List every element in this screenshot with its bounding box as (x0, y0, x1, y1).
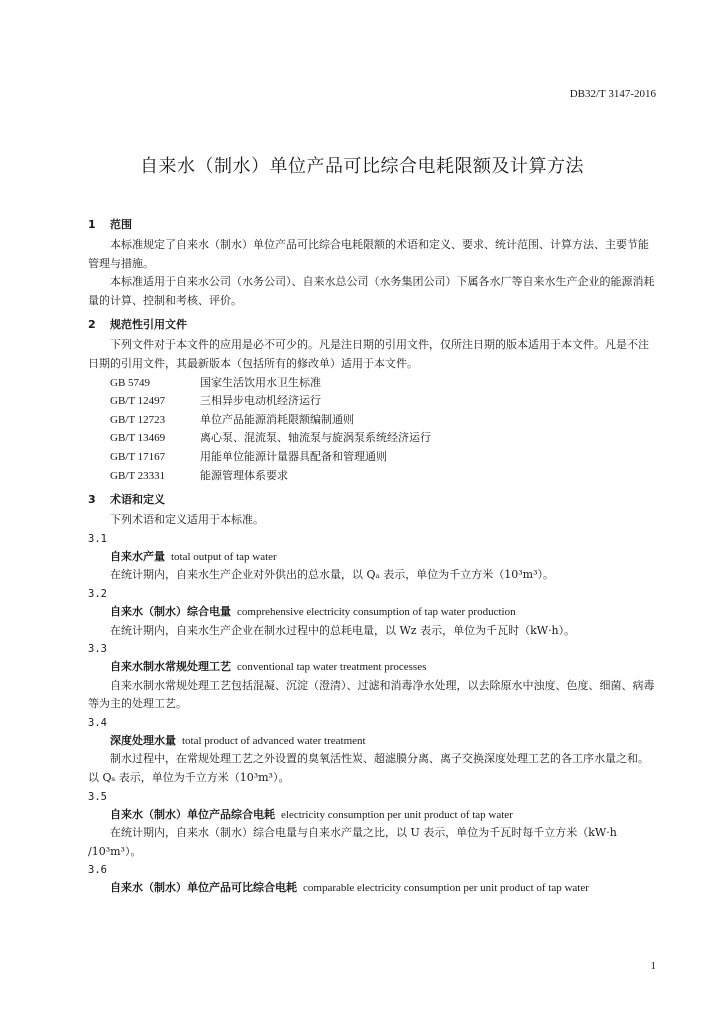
reference-item (88, 448, 655, 467)
term-number: 3.5 (88, 790, 107, 803)
reference-code: GB/T 12723 (110, 413, 166, 426)
reference-title: 离心泵、混流泵、轴流泵与旋涡泵系统经济运行 (200, 431, 431, 445)
paragraph: 本标准适用于自来水公司（水务公司）、自来水总公司（水务集团公司）下属各水厂等自来水生产企业的能源消耗量的计算、控制和考核、评价。 (88, 275, 655, 307)
paragraph: 下列文件对于本文件的应用是必不可少的。凡是注日期的引用文件，仅所注日期的版本适用于本文件。凡是不注日期的引用文件，其最新版本（包括所有的修改单）适用于本文件。 (88, 338, 649, 370)
reference-item (88, 429, 655, 448)
term-name-zh: 自来水产量 (110, 549, 165, 563)
section-heading (88, 214, 655, 236)
reference-code: GB 5749 (110, 376, 151, 389)
reference-title: 国家生活饮用水卫生标准 (200, 375, 321, 389)
document-title: 自来水（制水）单位产品可比综合电耗限额及计算方法 (140, 156, 584, 177)
section-title: 术语和定义 (110, 493, 165, 507)
reference-item (88, 374, 655, 393)
reference-item (88, 467, 655, 486)
term-number: 3.3 (88, 643, 107, 656)
standard-code: DB32/T 3147-2016 (569, 88, 656, 100)
reference-code: GB/T 12497 (110, 395, 166, 408)
section-number: 3 (88, 493, 96, 507)
term-number: 3.2 (88, 587, 107, 600)
section-heading (88, 314, 655, 336)
reference-title: 能源管理体系要求 (200, 468, 288, 482)
term-definition: 制水过程中，在常规处理工艺之外设置的臭氧活性炭、超滤膜分离、离子交换深度处理工艺的各工序水量之和。以 Qₛ 表示，单位为千立方米（10³m³）。 (88, 752, 649, 785)
term-definition: 自来水制水常规处理工艺包括混凝、沉淀（澄清）、过滤和消毒净水处理，以去除原水中浊度、色度、细菌、病毒等为主的处理工艺。 (88, 678, 655, 711)
reference-item (88, 411, 655, 430)
reference-title: 用能单位能源计量器具配备和管理通则 (200, 449, 387, 463)
term-name-zh: 自来水制水常规处理工艺 (110, 660, 231, 674)
reference-title: 三相异步电动机经济运行 (200, 394, 321, 408)
section-title: 规范性引用文件 (110, 318, 187, 332)
term-name-en: total product of advanced water treatment (182, 734, 366, 747)
page-number: 1 (650, 960, 656, 972)
term-definition: 在统计期内，自来水生产企业对外供出的总水量，以 Qₐ 表示，单位为千立方米（10³m³）。 (110, 568, 554, 582)
section-heading (88, 489, 655, 511)
section-number: 2 (88, 318, 96, 332)
term-name-zh: 自来水（制水）单位产品综合电耗 (110, 807, 275, 821)
reference-title: 单位产品能源消耗限额编制通则 (200, 412, 354, 426)
paragraph: 本标准规定了自来水（制水）单位产品可比综合电耗限额的术语和定义、要求、统计范围、计算方法、主要节能管理与措施。 (88, 238, 649, 270)
term-name-en: total output of tap water (171, 550, 277, 563)
term-heading (88, 806, 655, 825)
term-number: 3.6 (88, 864, 107, 877)
term-name-en: electricity consumption per unit product of tap water (281, 808, 513, 821)
term-name-zh: 深度处理水量 (110, 733, 176, 747)
term-heading (88, 732, 655, 751)
term-heading (88, 548, 655, 567)
paragraph: 下列术语和定义适用于本标准。 (110, 513, 264, 527)
reference-code: GB/T 23331 (110, 469, 166, 482)
section-number: 1 (88, 218, 96, 231)
term-number: 3.4 (88, 716, 107, 729)
term-number: 3.1 (88, 532, 107, 545)
term-definition: 在统计期内，自来水生产企业在制水过程中的总耗电量，以 Wz 表示，单位为千瓦时（kW·h）。 (110, 623, 576, 637)
term-definition: 在统计期内，自来水（制水）综合电量与自来水产量之比，以 U 表示，单位为千瓦时每千立方米（kW·h /10³m³）。 (88, 826, 617, 858)
term-name-en: conventional tap water treatment processes (237, 661, 427, 674)
reference-item (88, 392, 655, 411)
term-name-en: comparable electricity consumption per unit product of tap water (303, 882, 589, 895)
reference-code: GB/T 17167 (110, 450, 166, 463)
term-heading (88, 603, 655, 622)
term-name-en: comprehensive electricity consumption of tap water production (237, 605, 516, 618)
section-title: 范围 (110, 218, 132, 231)
term-name-zh: 自来水（制水）综合电量 (110, 604, 231, 618)
document-body (88, 212, 655, 898)
term-heading (88, 658, 655, 677)
term-name-zh: 自来水（制水）单位产品可比综合电耗 (110, 881, 297, 895)
term-heading (88, 879, 655, 898)
reference-code: GB/T 13469 (110, 432, 166, 445)
